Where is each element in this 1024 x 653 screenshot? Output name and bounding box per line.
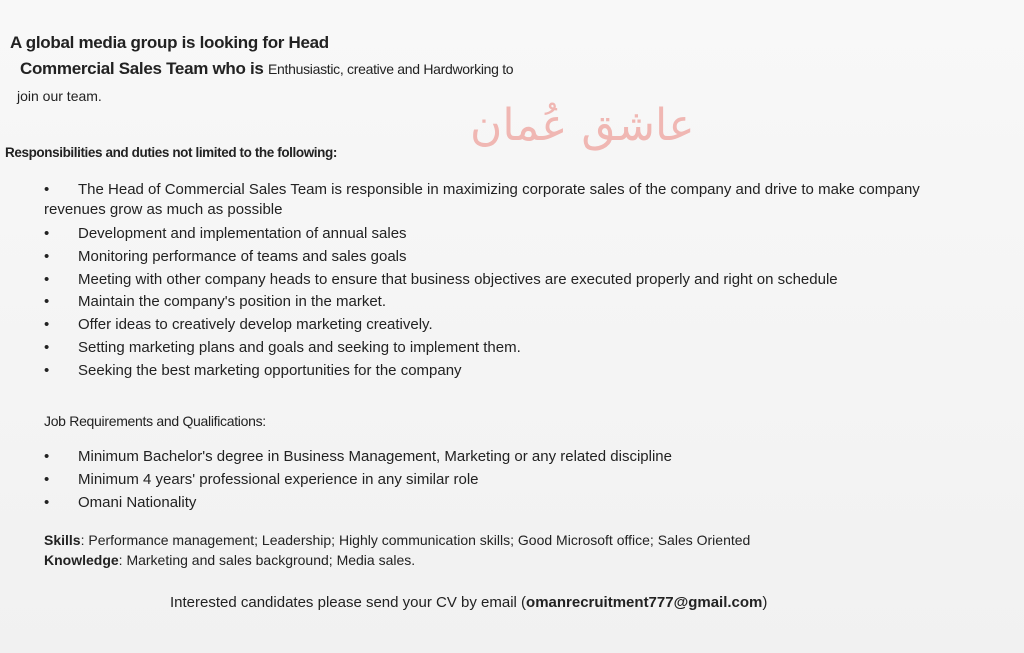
responsibilities-list: [44, 180, 974, 383]
bullet-icon: •: [44, 181, 50, 198]
list-item: [44, 180, 974, 220]
bullet-icon: •: [44, 316, 50, 334]
contact-line: [170, 594, 767, 611]
intro-line-2-bold: Commercial Sales Team who is: [20, 59, 264, 78]
intro-line-2: [20, 59, 513, 79]
list-item-text: Offer ideas to creatively develop marketing creatively.: [78, 316, 433, 334]
responsibilities-heading: Responsibilities and duties not limited to the following:: [5, 145, 337, 160]
knowledge-line: [44, 552, 415, 568]
list-item-text: Development and implementation of annual sales: [78, 225, 407, 242]
list-item: [44, 337, 974, 360]
list-item: [44, 246, 974, 269]
bullet-icon: •: [44, 493, 50, 511]
list-item-text: Maintain the company's position in the market.: [78, 293, 387, 311]
skills-label: Skills: [44, 532, 81, 548]
list-item-text: Minimum 4 years' professional experience in any similar role: [78, 470, 479, 488]
list-item-text: Seeking the best marketing opportunities for the company: [78, 361, 462, 379]
skills-line: [44, 532, 750, 548]
bullet-icon: •: [44, 448, 50, 465]
contact-text: Interested candidates please send your CV by email (: [170, 594, 527, 611]
list-item: [44, 314, 974, 337]
requirements-list: [44, 446, 672, 514]
intro-line-3: join our team.: [17, 88, 102, 104]
bullet-icon: •: [44, 361, 50, 379]
list-item: [44, 492, 672, 515]
list-item-text: Minimum Bachelor's degree in Business Management, Marketing or any related discipline: [78, 448, 672, 465]
list-item: [44, 446, 672, 469]
list-item: [44, 469, 672, 492]
watermark: عاشق عُمان: [470, 100, 695, 151]
list-item: [44, 360, 974, 383]
bullet-icon: •: [44, 470, 50, 488]
knowledge-text: : Marketing and sales background; Media sales.: [118, 552, 416, 568]
list-item-text: The Head of Commercial Sales Team is responsible in maximizing corporate sales of the company and drive to make company revenues grow as much as possible: [44, 181, 920, 218]
intro-line-1: A global media group is looking for Head: [10, 33, 329, 52]
list-item: [44, 269, 974, 292]
skills-text: : Performance management; Leadership; Highly communication skills; Good Microsoft office; Sales Oriented: [80, 532, 751, 548]
requirements-heading: Job Requirements and Qualifications:: [44, 413, 266, 429]
list-item-text: Setting marketing plans and goals and seeking to implement them.: [78, 338, 521, 356]
bullet-icon: •: [44, 270, 50, 288]
bullet-icon: •: [44, 247, 50, 265]
bullet-icon: •: [44, 338, 50, 356]
intro-line-2-rest: Enthusiastic, creative and Hardworking to: [268, 61, 514, 77]
bullet-icon: •: [44, 225, 50, 242]
bullet-icon: •: [44, 293, 50, 311]
list-item: [44, 291, 974, 314]
knowledge-label: Knowledge: [44, 552, 119, 568]
contact-close: ): [762, 594, 768, 611]
list-item: [44, 223, 974, 246]
list-item-text: Meeting with other company heads to ensure that business objectives are executed properly and right on schedule: [78, 270, 838, 288]
list-item-text: Omani Nationality: [78, 493, 197, 511]
list-item-text: Monitoring performance of teams and sales goals: [78, 247, 407, 265]
contact-email[interactable]: omanrecruitment777@gmail.com: [526, 594, 763, 611]
